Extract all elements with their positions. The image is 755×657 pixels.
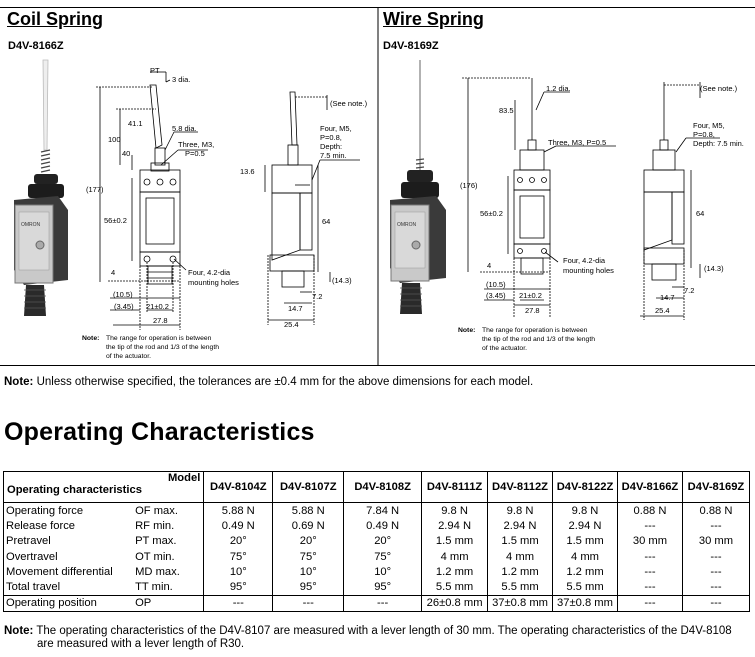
svg-text:(See note.): (See note.) [330, 99, 368, 108]
tolerance-note [4, 376, 533, 388]
value-cell: 9.8 N [422, 503, 488, 519]
svg-text:(3.45): (3.45) [486, 291, 506, 300]
table-header-row [4, 472, 750, 503]
svg-text:mounting holes: mounting holes [188, 278, 239, 287]
value-cell: 30 mm [682, 534, 749, 549]
svg-text:27.8: 27.8 [153, 316, 168, 325]
value-cell: 0.88 N [617, 503, 682, 519]
value-cell: 75° [273, 549, 344, 564]
svg-text:64: 64 [696, 209, 705, 218]
svg-text:P=0.8,: P=0.8, [693, 130, 715, 139]
value-cell: 75° [344, 549, 422, 564]
value-cell: 5.5 mm [553, 579, 618, 595]
value-cell: 95° [344, 579, 422, 595]
svg-text:Depth:: Depth: [320, 142, 343, 151]
svg-text:Four, M5,: Four, M5, [693, 121, 725, 130]
svg-text:Four, 4.2-dia: Four, 4.2-dia [188, 268, 231, 277]
table-row [4, 549, 750, 564]
table-row [4, 579, 750, 595]
svg-text:the tip of the rod and 1/3 of: the tip of the rod and 1/3 of the length [106, 344, 219, 351]
coil-front-dimension-labels [86, 66, 239, 325]
svg-text:5.8 dia.: 5.8 dia. [172, 124, 197, 133]
value-cell: --- [682, 518, 749, 533]
svg-text:(14.3): (14.3) [704, 264, 724, 273]
svg-text:(3.45): (3.45) [114, 302, 134, 311]
svg-text:of the actuator.: of the actuator. [106, 353, 151, 360]
value-cell: 20° [204, 534, 273, 549]
row-name: Operating force [4, 503, 134, 519]
svg-text:Four, M5,: Four, M5, [320, 124, 352, 133]
value-cell: --- [682, 549, 749, 564]
measurement-note-line2: are measured with a lever length of R30. [37, 638, 245, 650]
row-name: Operating position [4, 595, 134, 611]
row-name: Total travel [4, 579, 134, 595]
model-header: D4V-8112Z [488, 472, 553, 503]
value-cell: 1.5 mm [488, 534, 553, 549]
value-cell: 26±0.8 mm [422, 595, 488, 611]
row-name: Overtravel [4, 549, 134, 564]
svg-text:The range for operation is bet: The range for operation is between [106, 335, 212, 342]
model-header: D4V-8107Z [273, 472, 344, 503]
model-header: D4V-8108Z [344, 472, 422, 503]
coil-switch-photo [14, 60, 68, 316]
row-abbreviation: TT min. [133, 579, 204, 595]
table-row [4, 518, 750, 533]
value-cell: 4 mm [422, 549, 488, 564]
row-abbreviation: OT min. [133, 549, 204, 564]
row-name: Pretravel [4, 534, 134, 549]
table-body [4, 503, 750, 612]
value-cell: 37±0.8 mm [488, 595, 553, 611]
measurement-note [4, 625, 749, 651]
model-header: D4V-8166Z [617, 472, 682, 503]
svg-text:1.2 dia.: 1.2 dia. [546, 84, 571, 93]
svg-text:83.5: 83.5 [499, 106, 514, 115]
value-cell: --- [617, 564, 682, 579]
svg-text:(10.5): (10.5) [486, 280, 506, 289]
value-cell: 7.84 N [344, 503, 422, 519]
svg-text:64: 64 [322, 217, 331, 226]
svg-text:100: 100 [108, 135, 121, 144]
operating-characteristics-table [3, 471, 750, 612]
table-row [4, 564, 750, 579]
svg-text:27.8: 27.8 [525, 306, 540, 315]
svg-text:the tip of the rod and 1/3 of: the tip of the rod and 1/3 of the length [482, 336, 595, 343]
value-cell: 9.8 N [488, 503, 553, 519]
svg-text:P=0.5: P=0.5 [185, 149, 205, 158]
wire-model-label: D4V-8169Z [383, 40, 439, 52]
coil-spring-title: Coil Spring [7, 9, 103, 29]
svg-text:OMRON: OMRON [397, 222, 417, 228]
svg-text:(177): (177) [86, 185, 104, 194]
svg-text:21±0.2: 21±0.2 [519, 291, 542, 300]
value-cell: 2.94 N [553, 518, 618, 533]
value-cell: 95° [273, 579, 344, 595]
row-abbreviation: PT max. [133, 534, 204, 549]
value-cell: 5.5 mm [488, 579, 553, 595]
model-header: D4V-8104Z [204, 472, 273, 503]
value-cell: --- [617, 549, 682, 564]
header-corner-cell [4, 472, 204, 503]
svg-text:Three, M3,: Three, M3, [178, 140, 215, 149]
svg-text:Four, 4.2-dia: Four, 4.2-dia [563, 256, 606, 265]
value-cell: 5.5 mm [422, 579, 488, 595]
value-cell: 1.5 mm [553, 534, 618, 549]
svg-text:40: 40 [122, 149, 131, 158]
table-row [4, 595, 750, 611]
svg-text:Note:: Note: [458, 327, 476, 334]
wire-note [458, 327, 595, 352]
value-cell: 9.8 N [553, 503, 618, 519]
svg-text:of the actuator.: of the actuator. [482, 345, 527, 352]
value-cell: 5.88 N [204, 503, 273, 519]
svg-text:7.2: 7.2 [684, 286, 695, 295]
svg-text:56±0.2: 56±0.2 [480, 209, 503, 218]
value-cell: 5.88 N [273, 503, 344, 519]
value-cell: 1.2 mm [422, 564, 488, 579]
wire-switch-photo [390, 60, 446, 314]
coil-model-label: D4V-8166Z [8, 40, 64, 52]
value-cell: --- [273, 595, 344, 611]
value-cell: 20° [273, 534, 344, 549]
coil-side-dimension-labels [240, 99, 368, 329]
value-cell: 20° [344, 534, 422, 549]
model-header: D4V-8122Z [553, 472, 618, 503]
table-row [4, 534, 750, 549]
svg-text:The range for operation is bet: The range for operation is between [482, 327, 588, 334]
svg-text:(14.3): (14.3) [332, 276, 352, 285]
svg-text:(176): (176) [460, 181, 478, 190]
value-cell: 0.88 N [682, 503, 749, 519]
value-cell: --- [617, 518, 682, 533]
value-cell: 2.94 N [488, 518, 553, 533]
svg-text:Depth: 7.5 min.: Depth: 7.5 min. [693, 139, 744, 148]
svg-text:OMRON: OMRON [21, 222, 41, 228]
model-header: D4V-8169Z [682, 472, 749, 503]
row-abbreviation: MD max. [133, 564, 204, 579]
row-name: Release force [4, 518, 134, 533]
svg-text:mounting holes: mounting holes [563, 266, 614, 275]
svg-text:7.2: 7.2 [312, 292, 323, 301]
svg-text:7.5 min.: 7.5 min. [320, 151, 347, 160]
svg-text:25.4: 25.4 [284, 320, 299, 329]
value-cell: 75° [204, 549, 273, 564]
value-cell: 10° [273, 564, 344, 579]
value-cell: 0.49 N [204, 518, 273, 533]
svg-text:PT: PT [150, 66, 160, 75]
value-cell: 0.49 N [344, 518, 422, 533]
value-cell: --- [617, 595, 682, 611]
wire-spring-title: Wire Spring [383, 9, 484, 29]
value-cell: 4 mm [553, 549, 618, 564]
row-abbreviation: RF min. [133, 518, 204, 533]
value-cell: --- [682, 579, 749, 595]
model-header: D4V-8111Z [422, 472, 488, 503]
svg-text:41.1: 41.1 [128, 119, 143, 128]
wire-front-dimension-labels [460, 84, 614, 315]
value-cell: 95° [204, 579, 273, 595]
value-cell: 4 mm [488, 549, 553, 564]
oc-label: Operating characteristics [7, 484, 142, 496]
value-cell: 2.94 N [422, 518, 488, 533]
tolerance-note-label: Note: [4, 376, 34, 388]
svg-text:4: 4 [487, 261, 492, 270]
row-abbreviation: OP [133, 595, 204, 611]
coil-note [82, 335, 219, 360]
svg-text:14.7: 14.7 [660, 293, 675, 302]
value-cell: --- [344, 595, 422, 611]
value-cell: 1.2 mm [553, 564, 618, 579]
svg-text:14.7: 14.7 [288, 304, 303, 313]
value-cell: --- [682, 564, 749, 579]
svg-text:P=0.8,: P=0.8, [320, 133, 342, 142]
model-label: Model [167, 472, 201, 484]
value-cell: 1.5 mm [422, 534, 488, 549]
svg-text:25.4: 25.4 [655, 306, 670, 315]
value-cell: 10° [344, 564, 422, 579]
measurement-note-label: Note: [4, 625, 34, 637]
value-cell: --- [682, 595, 749, 611]
svg-text:(10.5): (10.5) [113, 290, 133, 299]
svg-text:3 dia.: 3 dia. [172, 75, 191, 84]
value-cell: 37±0.8 mm [553, 595, 618, 611]
svg-text:(See note.): (See note.) [700, 84, 738, 93]
svg-text:56±0.2: 56±0.2 [104, 216, 127, 225]
svg-text:21±0.2: 21±0.2 [146, 302, 169, 311]
value-cell: --- [617, 579, 682, 595]
row-abbreviation: OF max. [133, 503, 204, 519]
value-cell: --- [204, 595, 273, 611]
value-cell: 10° [204, 564, 273, 579]
svg-text:Three, M3, P=0.5: Three, M3, P=0.5 [548, 138, 607, 147]
row-name: Movement differential [4, 564, 134, 579]
svg-text:13.6: 13.6 [240, 167, 255, 176]
svg-text:Note:: Note: [82, 335, 100, 342]
tolerance-note-text: Unless otherwise specified, the tolerances are ±0.4 mm for the above dimensions for each model. [33, 376, 534, 388]
value-cell: 0.69 N [273, 518, 344, 533]
page-heading: Operating Characteristics [4, 418, 315, 446]
table-row [4, 503, 750, 519]
measurement-note-line1: The operating characteristics of the D4V-8107 are measured with a lever length of 30 mm. The operating characteristics of the D4V-8108 [33, 625, 732, 637]
svg-text:4: 4 [111, 268, 116, 277]
value-cell: 30 mm [617, 534, 682, 549]
value-cell: 1.2 mm [488, 564, 553, 579]
